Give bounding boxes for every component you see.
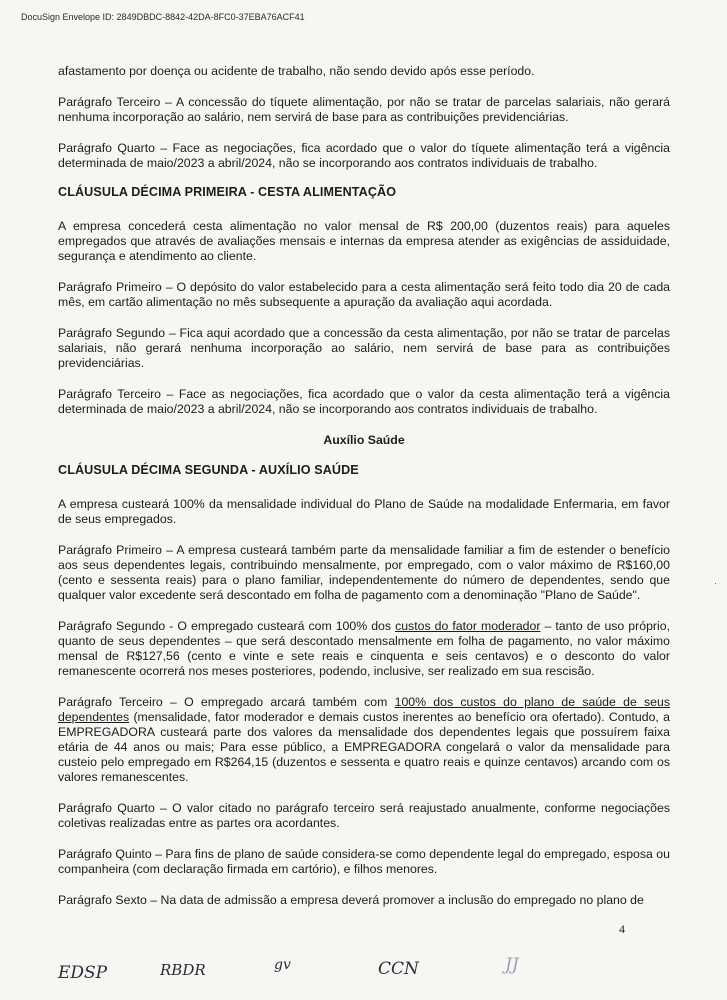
initial-1: EDSP (58, 963, 108, 983)
p3-text-post: (mensalidade, fator moderador e demais custos inerentes ao benefício ora ofertado). Contudo, a EMPREGADORA custeará parte dos valores da mensalidade dos dependentes legais que possuírem faixa etária de 44 anos ou mais; Para esse público, a EMPREGADORA congelará o valor da mensalidade para custeio pelo empregado em R$264,15 (duzentos e sessenta e quatro reais e quinze centavos) arcando com os valores remanescentes. (58, 710, 670, 784)
stray-mark: · (714, 578, 717, 588)
clause-11-title: CLÁUSULA DÉCIMA PRIMEIRA - CESTA ALIMENTAÇÃO (58, 185, 397, 199)
paragraph-terceiro-ticket: Parágrafo Terceiro – A concessão do tíquete alimentação, por não se tratar de parcelas salariais, não gerará nenhuma incorporação ao salário, nem servirá de base para as contribuições previdenciárias. (58, 95, 670, 124)
page-number: 4 (619, 922, 625, 936)
initial-3: gv (274, 957, 291, 973)
clause-12-paragraph-terceiro (58, 695, 670, 785)
p3-underlined: 100% dos custos do plano de saúde de seus dependentes (58, 695, 670, 724)
paragraph-continuation: afastamento por doença ou acidente de trabalho, não sendo devido após esse período. (58, 64, 535, 78)
initial-2: RBDR (160, 961, 206, 979)
clause-11-paragraph-segundo: Parágrafo Segundo – Fica aqui acordado que a concessão da cesta alimentação, por não se tratar de parcelas salariais, não gerará nenhuma incorporação ao salário, nem servirá de base para as contribuições previdenciárias. (58, 326, 670, 370)
clause-12-paragraph-quinto: Parágrafo Quinto – Para fins de plano de saúde considera-se como dependente legal do empregado, esposa ou companheira (com declaração firmada em cartório), e filhos menores. (58, 847, 670, 876)
clause-12-paragraph-primeiro: Parágrafo Primeiro – A empresa custeará também parte da mensalidade familiar a fim de estender o benefício aos seus dependentes legais, contribuindo mensalmente, por empregado, com o valor máximo de R$160,00 (cento e sessenta reais) para o plano familiar, independentemente do número de dependentes, sendo que qualquer valor excedente será descontado em folha de pagamento com a denominação "Plano de Saúde". (58, 543, 670, 602)
clause-12-paragraph-quarto: Parágrafo Quarto – O valor citado no parágrafo terceiro será reajustado anualmente, conforme negociações coletivas realizadas entre as partes ora acordantes. (58, 801, 670, 830)
initial-4: CCN (378, 959, 419, 979)
docusign-envelope-id: DocuSign Envelope ID: 2849DBDC-8842-42DA-8FC0-37EBA76ACF41 (21, 12, 305, 22)
document-body (58, 64, 670, 924)
clause-12-intro: A empresa custeará 100% da mensalidade individual do Plano de Saúde na modalidade Enfermaria, em favor de seus empregados. (58, 497, 670, 526)
paragraph-quarto-ticket: Parágrafo Quarto – Face as negociações, fica acordado que o valor do tíquete alimentação terá a vigência determinada de maio/2023 a abril/2024, não se incorporando aos contratos individuais de trabalho. (58, 141, 670, 170)
clause-11-paragraph-terceiro: Parágrafo Terceiro – Face as negociações, fica acordado que o valor da cesta alimentação terá a vigência determinada de maio/2023 a abril/2024, não se incorporando aos contratos individuais de trabalho. (58, 387, 670, 416)
p2-text-post: – tanto de uso próprio, quanto de seus dependentes – que será descontado mensalmente em folha de pagamento, no valor máximo mensal de R$127,56 (cento e vinte e sete reais e cinquenta e seis centavos) e o desconto do valor remanescente ocorrerá nos meses posteriores, podendo, inclusive, ser realizado em sua rescisão. (58, 619, 670, 678)
p2-text-pre: Parágrafo Segundo - O empregado custeará com 100% dos (58, 619, 396, 633)
clause-12-title: CLÁUSULA DÉCIMA SEGUNDA - AUXÍLIO SAÚDE (58, 463, 359, 477)
p2-underlined: custos do fator moderador (395, 619, 541, 633)
signature-initials (0, 955, 727, 995)
initial-5: JJ (505, 955, 519, 975)
clause-12-paragraph-segundo (58, 619, 670, 679)
clause-12-paragraph-sexto: Parágrafo Sexto – Na data de admissão a empresa deverá promover a inclusão do empregado no plano de (58, 893, 644, 907)
p3-text-pre: Parágrafo Terceiro – O empregado arcará também com (58, 695, 395, 709)
section-heading-auxilio-saude: Auxílio Saúde (323, 433, 405, 447)
clause-11-paragraph-primeiro: Parágrafo Primeiro – O depósito do valor estabelecido para a cesta alimentação será feito todo dia 20 de cada mês, em cartão alimentação no mês subsequente a apuração da avaliação aqui acordada. (58, 280, 670, 309)
clause-11-intro: A empresa concederá cesta alimentação no valor mensal de R$ 200,00 (duzentos reais) para aqueles empregados que através de avaliações mensais e internas da empresa atender as exigências de assiduidade, segurança e atendimento ao cliente. (58, 219, 670, 263)
